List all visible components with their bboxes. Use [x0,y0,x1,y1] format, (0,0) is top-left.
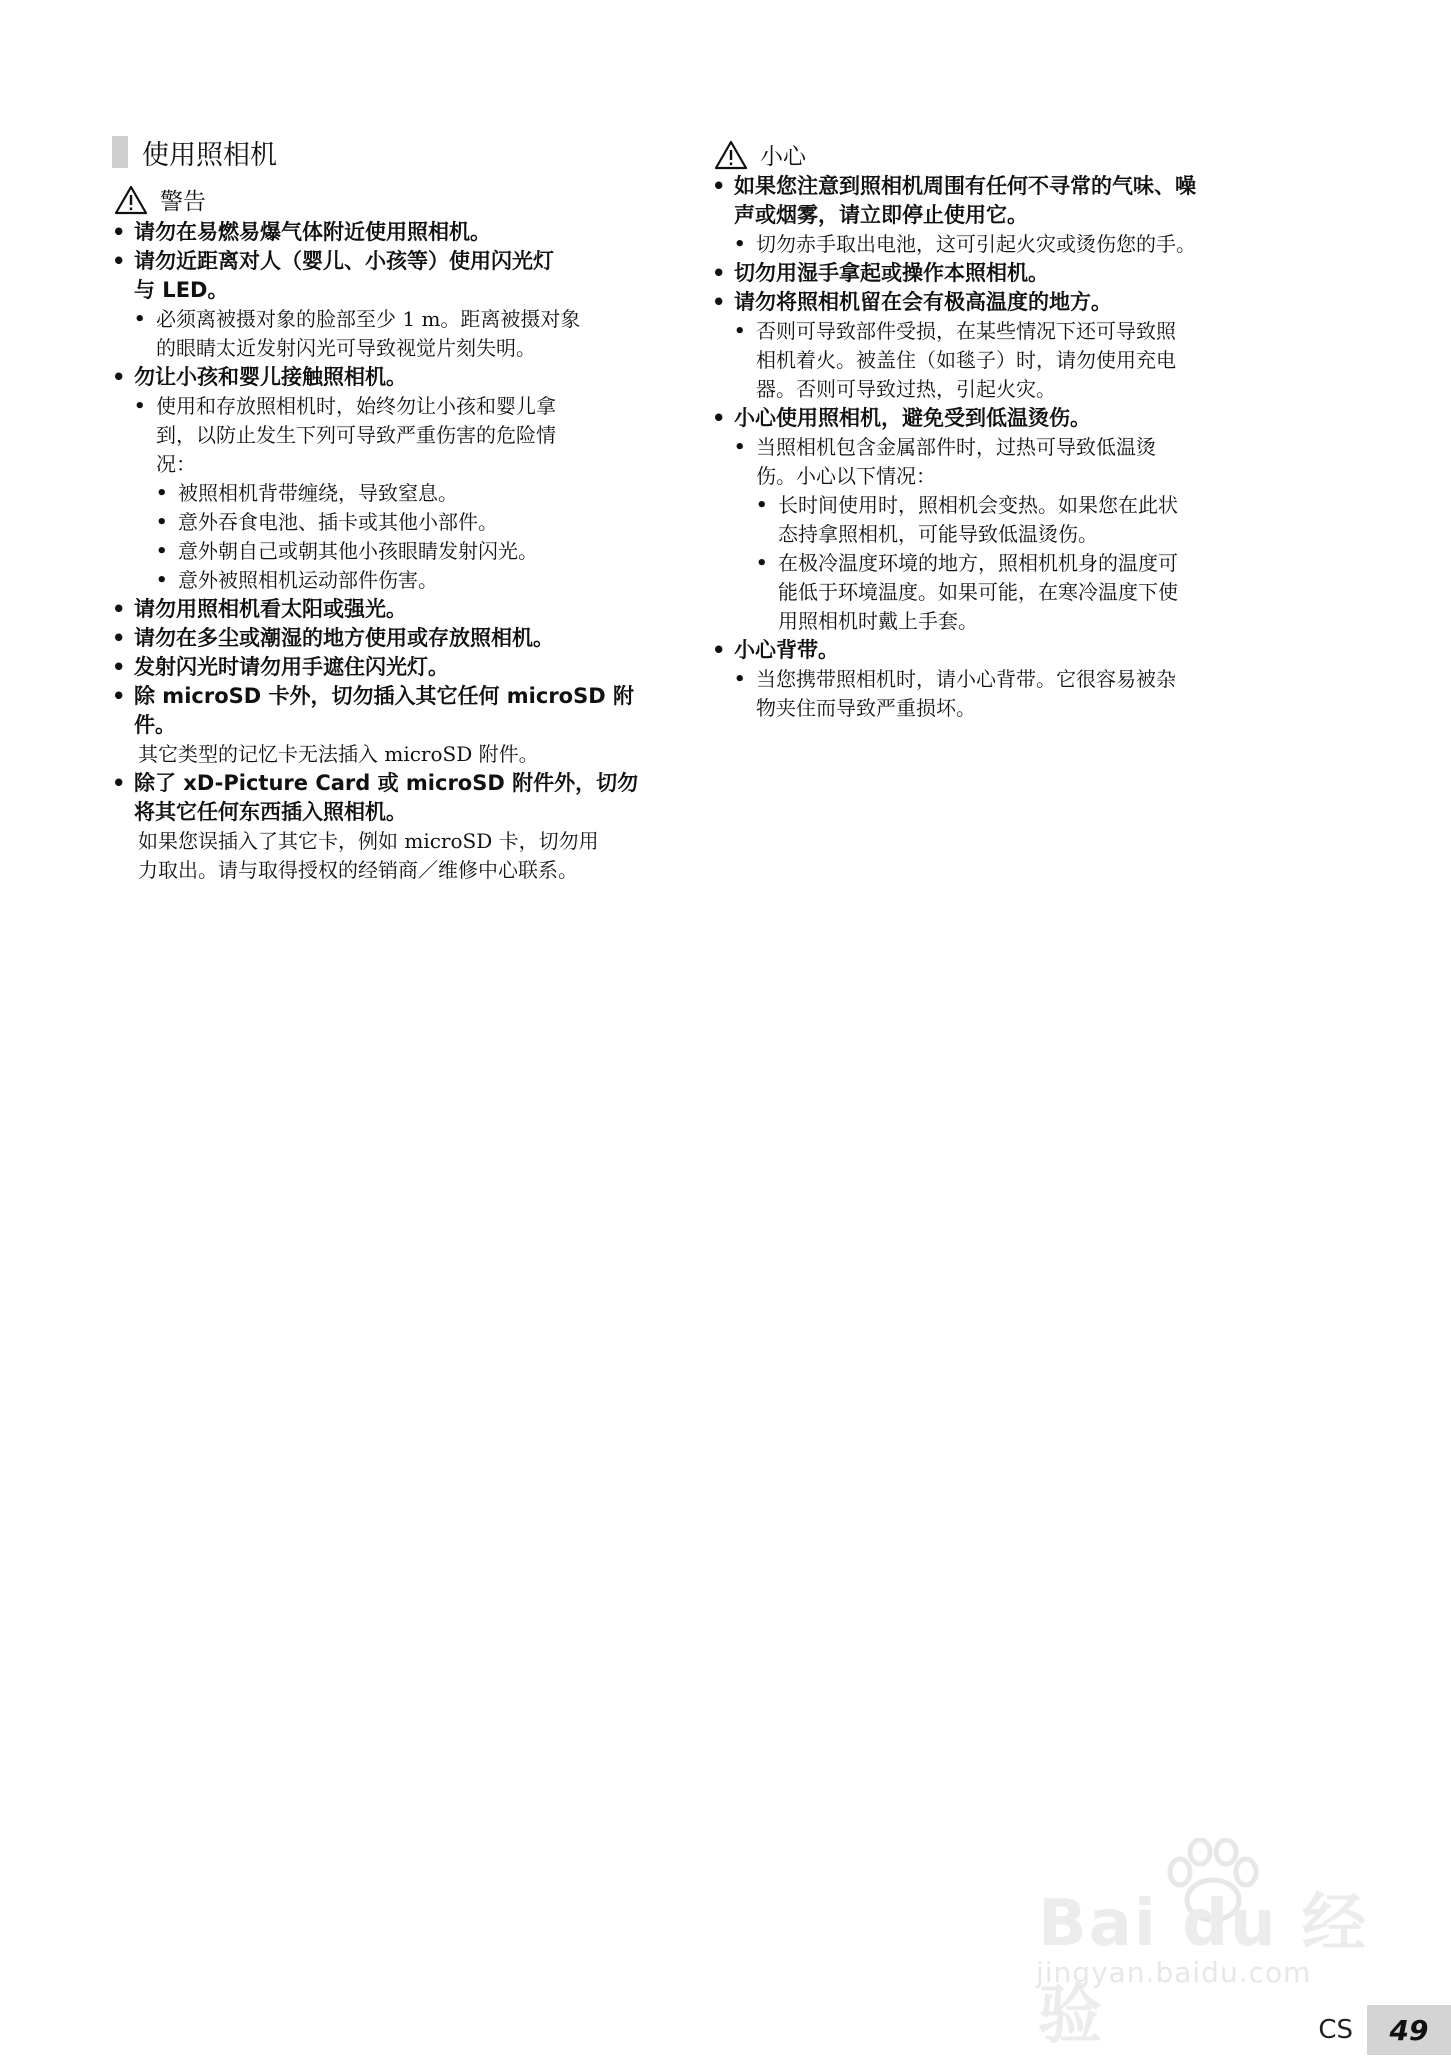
caution-line [712,375,1282,404]
caution-line-text: 长时间使用时，照相机会变热。如果您在此状 [778,493,1178,517]
warning-line-text: 的眼睛太近发射闪光可导致视觉片刻失明。 [156,336,536,360]
bullet-icon [756,578,778,607]
bullet-icon [734,462,756,491]
caution-line-text: 如果您注意到照相机周围有任何不寻常的气味、噪 [734,174,1196,198]
bullet-icon: • [712,406,726,430]
bullet-icon: • [712,290,726,314]
caution-line-text: 小心使用照相机，避免受到低温烫伤。 [734,406,1091,430]
caution-line [712,578,1282,607]
bullet-icon: • [734,437,746,458]
warning-line-text: 其它类型的记忆卡无法插入 microSD 附件。 [138,742,539,766]
caution-line-text: 能低于环境温度。如果可能，在寒冷温度下使 [778,580,1178,604]
bullet-icon: • [734,234,746,255]
warning-line [112,769,680,798]
warning-line [112,798,680,827]
caution-line [712,491,1282,520]
warning-line-text: 到，以防止发生下列可导致严重伤害的危险情 [156,423,556,447]
warning-heading-label: 警告 [160,189,206,215]
caution-line-text: 当您携带照相机时，请小心背带。它很容易被杂 [756,667,1176,691]
warning-line [112,566,680,595]
bullet-icon: • [156,541,168,562]
bullet-icon [734,346,756,375]
warning-line-text: 除 microSD 卡外，切勿插入其它任何 microSD 附 [134,684,634,708]
caution-line-text: 在极冷温度环境的地方，照相机机身的温度可 [778,551,1178,575]
caution-line [712,288,1282,317]
caution-line [712,462,1282,491]
warning-line [112,218,680,247]
caution-line [712,259,1282,288]
bullet-icon: • [734,321,746,342]
language-code: CS [1318,2015,1353,2045]
warning-line-text: 将其它任何东西插入照相机。 [134,800,407,824]
warning-line-text: 请勿近距离对人（婴儿、小孩等）使用闪光灯 [134,249,554,273]
warning-line [112,537,680,566]
warning-line-text: 力取出。请与取得授权的经销商／维修中心联系。 [138,858,578,882]
bullet-icon: • [112,597,126,621]
warning-line [112,247,680,276]
warning-line [112,653,680,682]
warning-line-text: 除了 xD-Picture Card 或 microSD 附件外，切勿 [134,771,639,795]
bullet-icon [134,421,156,450]
section-heading [112,134,277,170]
caution-line-text: 物夹住而导致严重损坏。 [756,696,976,720]
warning-line [112,682,680,711]
watermark-brand: Bai du 经验 [1038,1887,1368,2053]
warning-line [112,508,680,537]
caution-line-text: 伤。小心以下情况： [756,464,936,488]
warning-line [112,624,680,653]
caution-line [712,520,1282,549]
bullet-icon: • [112,771,126,795]
caution-line [712,201,1282,230]
warning-line [112,334,680,363]
warning-line-text: 请勿用照相机看太阳或强光。 [134,597,407,621]
warning-line [112,363,680,392]
caution-line-text: 请勿将照相机留在会有极高温度的地方。 [734,290,1112,314]
warning-line-text: 意外朝自己或朝其他小孩眼睛发射闪光。 [178,539,538,563]
warning-line [112,276,680,305]
warning-line [112,392,680,421]
warning-line [112,450,680,479]
bullet-icon: • [112,365,126,389]
caution-line [712,636,1282,665]
caution-heading [714,138,806,171]
caution-line [712,404,1282,433]
warning-line-text: 意外被照相机运动部件伤害。 [178,568,438,592]
bullet-icon: • [712,174,726,198]
warning-line-text: 勿让小孩和婴儿接触照相机。 [134,365,407,389]
bullet-icon [734,694,756,723]
bullet-icon: • [112,249,126,273]
bullet-icon [112,711,134,740]
warning-line [112,421,680,450]
bullet-icon: • [112,220,126,244]
bullet-icon [712,201,734,230]
page-footer [1318,2005,1451,2055]
warning-line [112,595,680,624]
bullet-icon [112,276,134,305]
warning-line-text: 必须离被摄对象的脸部至少 1 m。距离被摄对象 [156,307,581,331]
warning-line [112,827,680,856]
bullet-icon [756,607,778,636]
page-number: 49 [1367,2005,1451,2055]
warning-line [112,479,680,508]
section-title: 使用照相机 [142,139,277,171]
warning-line-text: 请勿在易燃易爆气体附近使用照相机。 [134,220,491,244]
warning-line-text: 件。 [134,713,176,737]
caution-line-text: 声或烟雾，请立即停止使用它。 [734,203,1028,227]
caution-line-text: 小心背带。 [734,638,839,662]
caution-line [712,230,1282,259]
bullet-icon [734,375,756,404]
warning-line-text: 请勿在多尘或潮湿的地方使用或存放照相机。 [134,626,554,650]
bullet-icon: • [756,553,768,574]
warning-line-text: 使用和存放照相机时，始终勿让小孩和婴儿拿 [156,394,556,418]
bullet-icon: • [156,570,168,591]
warning-line-text: 被照相机背带缠绕，导致窒息。 [178,481,458,505]
bullet-icon: • [756,495,768,516]
caution-line-text: 否则可导致部件受损，在某些情况下还可导致照 [756,319,1176,343]
caution-line [712,317,1282,346]
warning-line-text: 意外吞食电池、插卡或其他小部件。 [178,510,498,534]
caution-line [712,346,1282,375]
bullet-icon [756,520,778,549]
bullet-icon [112,798,134,827]
warning-line [112,740,680,769]
bullet-icon [134,334,156,363]
caution-list [712,172,1282,723]
section-marker-bar [112,136,128,168]
caution-line-text: 态持拿照相机，可能导致低温烫伤。 [778,522,1098,546]
caution-icon [714,140,748,170]
bullet-icon: • [712,638,726,662]
caution-line-text: 切勿赤手取出电池，这可引起火灾或烫伤您的手。 [756,232,1196,256]
warning-line [112,711,680,740]
warning-line [112,305,680,334]
warning-line-text: 与 LED。 [134,278,229,302]
bullet-icon: • [712,261,726,285]
caution-heading-label: 小心 [760,144,806,170]
bullet-icon: • [134,396,146,417]
bullet-icon: • [134,309,146,330]
bullet-icon: • [156,483,168,504]
bullet-icon: • [112,684,126,708]
caution-line-text: 当照相机包含金属部件时，过热可导致低温烫 [756,435,1156,459]
bullet-icon: • [112,655,126,679]
warning-heading [114,183,206,216]
caution-line [712,549,1282,578]
caution-line [712,172,1282,201]
warning-line [112,856,680,885]
warning-list [112,218,680,885]
caution-line-text: 相机着火。被盖住（如毯子）时，请勿使用充电 [756,348,1176,372]
bullet-icon: • [734,669,746,690]
warning-icon [114,185,148,215]
caution-line [712,665,1282,694]
caution-line [712,694,1282,723]
bullet-icon: • [156,512,168,533]
caution-line [712,607,1282,636]
caution-line-text: 切勿用湿手拿起或操作本照相机。 [734,261,1049,285]
warning-line-text: 发射闪光时请勿用手遮住闪光灯。 [134,655,449,679]
caution-line [712,433,1282,462]
warning-line-text: 况： [156,452,196,476]
caution-line-text: 用照相机时戴上手套。 [778,609,978,633]
bullet-icon [134,450,156,479]
watermark-url: jingyan.baidu.com [1036,1956,1312,1989]
bullet-icon: • [112,626,126,650]
warning-line-text: 如果您误插入了其它卡，例如 microSD 卡，切勿用 [138,829,599,853]
caution-line-text: 器。否则可导致过热，引起火灾。 [756,377,1056,401]
